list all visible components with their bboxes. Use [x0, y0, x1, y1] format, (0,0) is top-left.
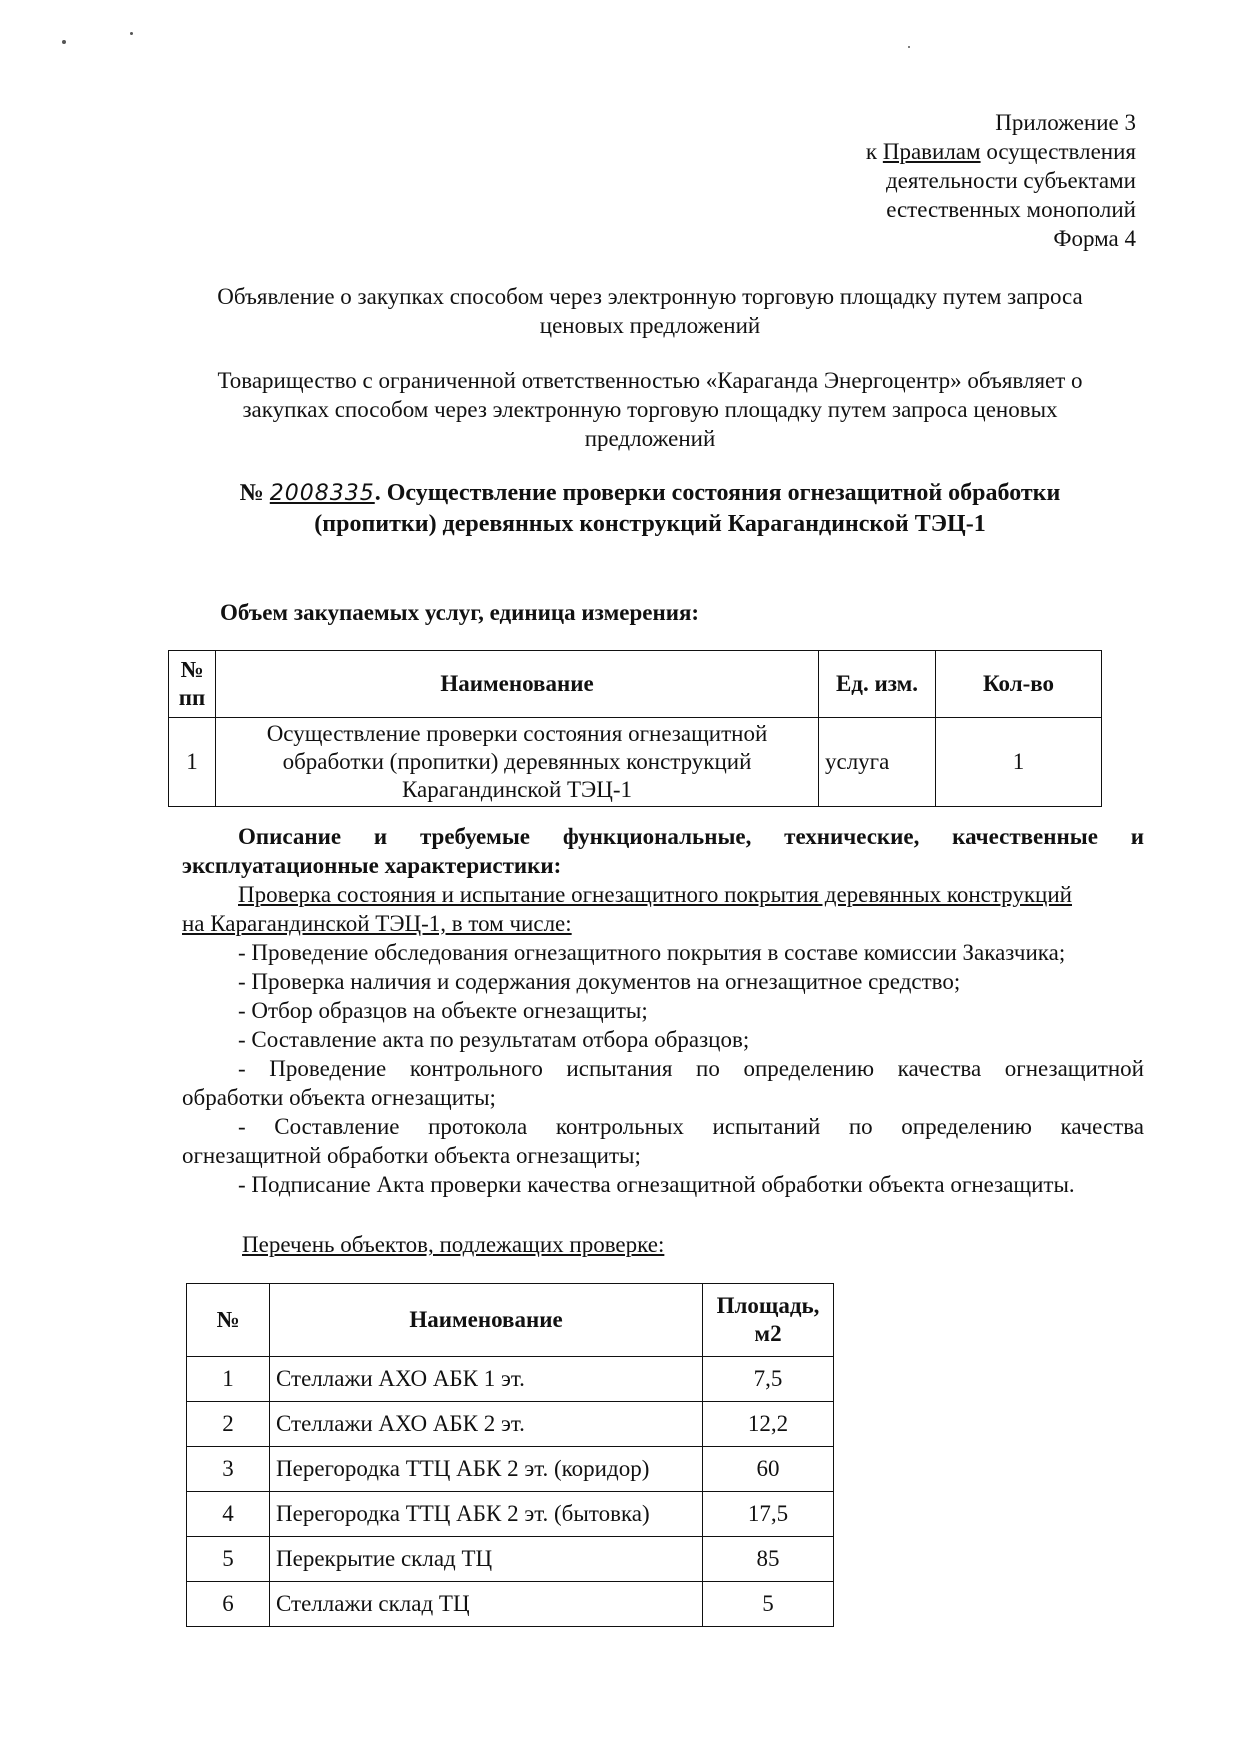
volume-table: [168, 650, 1102, 807]
appendix-line-3: деятельности субъектами: [885, 168, 1136, 193]
row-name: Стеллажи склад ТЦ: [270, 1582, 703, 1627]
row-name: Перегородка ТТЦ АБК 2 эт. (бытовка): [270, 1492, 703, 1537]
header-area: Площадь, м2: [703, 1284, 834, 1357]
header-num: № пп: [169, 651, 216, 718]
appendix-line-2-prefix: к: [865, 139, 883, 164]
volume-table-header: [169, 651, 1102, 718]
announcement-body: [170, 366, 1130, 453]
row-qty: 1: [936, 718, 1102, 807]
row-num: 5: [187, 1537, 270, 1582]
objects-table: [186, 1283, 834, 1627]
list-item: - Отбор образцов на объекте огнезащиты;: [238, 998, 648, 1023]
list-item: - Проверка наличия и содержания документов на огнезащитное средство;: [238, 969, 961, 994]
header-unit: Ед. изм.: [819, 651, 936, 718]
announcement-body-line-3: предложений: [584, 426, 716, 451]
description-scope-line-1: Проверка состояния и испытание огнезащитного покрытия деревянных конструкций: [238, 882, 1072, 907]
list-item: - Проведение обследования огнезащитного покрытия в составе комиссии Заказчика;: [238, 940, 1066, 965]
appendix-line-2-suffix: осуществления: [980, 139, 1136, 164]
table-row: [187, 1492, 834, 1537]
row-num: 4: [187, 1492, 270, 1537]
description-section: [182, 822, 1144, 1199]
header-name: Наименование: [216, 651, 819, 718]
appendix-header: [866, 108, 1136, 253]
objects-heading: Перечень объектов, подлежащих проверке:: [242, 1232, 665, 1257]
appendix-line-4: естественных монополий: [886, 197, 1136, 222]
row-num: 6: [187, 1582, 270, 1627]
table-row: [187, 1447, 834, 1492]
scan-speck: [62, 40, 66, 44]
table-row: [187, 1357, 834, 1402]
row-name: Перекрытие склад ТЦ: [270, 1537, 703, 1582]
header-qty: Кол-во: [936, 651, 1102, 718]
lot-number-prefix: №: [239, 480, 270, 506]
row-num: 2: [187, 1402, 270, 1447]
description-heading-line-2: эксплуатационные характеристики:: [182, 853, 562, 878]
row-area: 7,5: [703, 1357, 834, 1402]
volume-heading: Объем закупаемых услуг, единица измерения:: [220, 600, 700, 625]
appendix-form-number: Форма 4: [1053, 226, 1136, 251]
list-item-6-line-1: - Составление протокола контрольных испытаний по определению качества: [238, 1114, 1144, 1139]
description-heading-line-1: Описание и требуемые функциональные, технические, качественные и: [238, 824, 1144, 849]
lot-title-line-1: [170, 478, 1130, 509]
header-num: №: [187, 1284, 270, 1357]
scan-speck: [908, 46, 910, 48]
announcement-body-line-2: закупках способом через электронную торговую площадку путем запроса ценовых: [242, 397, 1058, 422]
scan-speck: [130, 32, 133, 35]
row-num: 1: [169, 718, 216, 807]
row-area: 5: [703, 1582, 834, 1627]
lot-title: [170, 478, 1130, 540]
row-num: 1: [187, 1357, 270, 1402]
row-unit: услуга: [819, 718, 936, 807]
lot-title-line-2: (пропитки) деревянных конструкций Карагандинской ТЭЦ-1: [314, 511, 986, 537]
row-area: 85: [703, 1537, 834, 1582]
row-area: 17,5: [703, 1492, 834, 1537]
table-row: [169, 718, 1102, 807]
row-area: 60: [703, 1447, 834, 1492]
list-item-6-line-2: огнезащитной обработки объекта огнезащиты;: [182, 1143, 641, 1168]
list-item: - Составление акта по результатам отбора образцов;: [238, 1027, 750, 1052]
list-item: - Подписание Акта проверки качества огнезащитной обработки объекта огнезащиты.: [238, 1172, 1075, 1197]
row-name: Стеллажи АХО АБК 1 эт.: [270, 1357, 703, 1402]
announcement-body-line-1: Товарищество с ограниченной ответственностью «Караганда Энергоцентр» объявляет о: [217, 368, 1083, 393]
table-row: [187, 1537, 834, 1582]
lot-number-handwritten: 2008335: [269, 481, 375, 506]
row-num: 3: [187, 1447, 270, 1492]
objects-table-header: [187, 1284, 834, 1357]
row-name: Осуществление проверки состояния огнезащитной обработки (пропитки) деревянных конструкций Карагандинской ТЭЦ-1: [216, 718, 819, 807]
table-row: [187, 1582, 834, 1627]
description-scope-line-2: на Карагандинской ТЭЦ-1, в том числе:: [182, 911, 572, 936]
header-name: Наименование: [270, 1284, 703, 1357]
announcement-title-line-2: ценовых предложений: [539, 313, 761, 338]
appendix-line-1: Приложение 3: [995, 110, 1136, 135]
row-name: Стеллажи АХО АБК 2 эт.: [270, 1402, 703, 1447]
row-name: Перегородка ТТЦ АБК 2 эт. (коридор): [270, 1447, 703, 1492]
announcement-title-line-1: Объявление о закупках способом через электронную торговую площадку путем запроса: [217, 284, 1083, 309]
table-row: [187, 1402, 834, 1447]
appendix-rules-link: Правилам: [882, 139, 981, 164]
list-item-5-line-2: обработки объекта огнезащиты;: [182, 1085, 496, 1110]
list-item-5-line-1: - Проведение контрольного испытания по определению качества огнезащитной: [238, 1056, 1144, 1081]
lot-title-text-1: . Осуществление проверки состояния огнезащитной обработки: [374, 480, 1061, 506]
announcement-title: [170, 282, 1130, 340]
row-area: 12,2: [703, 1402, 834, 1447]
appendix-line-2: [866, 137, 1136, 166]
